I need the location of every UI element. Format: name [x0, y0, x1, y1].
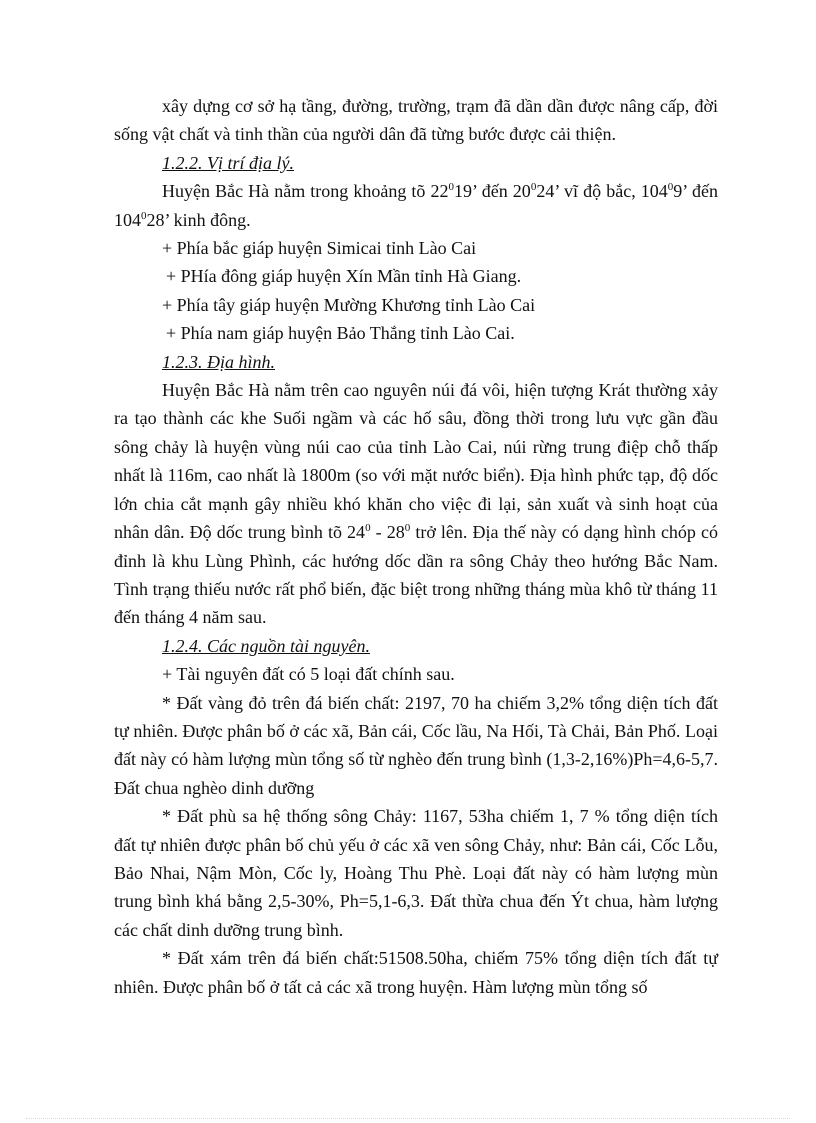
- terrain-paragraph: Huyện Bắc Hà nằm trên cao nguyên núi đá vôi, hiện tượng Krát thường xảy ra tạo thành các khe Suối ngầm và các hố sâu, đồng thời trong lưu vực gần đầu sông chảy là huyện vùng núi cao của tỉnh Lào Cai, núi rừng trung điệp chỗ thấp nhất là 116m, cao nhất là 1800m (so với mặt nước biển). Địa hình phức tạp, độ dốc lớn chia cắt mạnh gây nhiều khó khăn cho việc đi lại, sản xuất và sinh hoạt của nhân dân. Độ dốc trung bình tõ $24^0 - 28^0$ trở lên. Địa thế này có dạng hình chóp có đỉnh là khu Lùng Phình, các hướng dốc dần ra sông Chảy theo hướng Bắc Nam. Tình trạng thiếu nước rất phổ biến, đặc biệt trong những tháng mùa khô từ tháng 11 đến tháng 4 năm sau.: [114, 380, 719, 628]
- section-heading-resources: 1.2.4. Các nguồn tài nguyên.: [162, 635, 370, 656]
- footer-divider: [26, 1118, 790, 1119]
- soil-paragraph-red-yellow: * Đất vàng đỏ trên đá biến chất: 2197, 70 ha chiếm 3,2% tổng diện tích đất tự nhiên. Được phân bố ở các xã, Bản cái, Cốc lầu, Na Hối, Tà Chải, Bản Phố. Loại đất này có hàm lượng mùn tổng số từ nghèo đến trung bình (1,3-2,16%)Ph=4,6-5,7. Đất chua nghèo dinh dưỡng: [114, 692, 718, 798]
- resources-lead: + Tài nguyên đất có 5 loại đất chính sau.: [162, 664, 455, 685]
- soil-paragraph-grey: * Đất xám trên đá biến chất:51508.50ha, chiếm 75% tổng diện tích đất tự nhiên. Được phân bố ở tất cả các xã trong huyện. Hàm lượng mùn tổng số: [114, 948, 718, 997]
- soil-paragraph-alluvial: * Đất phù sa hệ thống sông Chảy: 1167, 53ha chiếm 1, 7 % tổng diện tích đất tự nhiên được phân bố chủ yếu ở các xã ven sông Chảy, như: Bản cái, Cốc Lỗu, Bảo Nhai, Nậm Mòn, Cốc ly, Hoàng Thu Phè. Loại đất này có hàm lượng mùn trung bình khá bằng 2,5-30%, Ph=5,1-6,3. Đất thừa chua đến Ýt chua, hàm lượng các chất dinh dưỡng trung bình.: [114, 806, 718, 940]
- document-page: [114, 92, 718, 1001]
- border-south: + Phía nam giáp huyện Bảo Thắng tỉnh Lào Cai.: [166, 323, 515, 344]
- section-heading-location: 1.2.2. Vị trí địa lý.: [162, 152, 294, 173]
- border-north: + Phía bắc giáp huyện Simicai tỉnh Lào Cai: [162, 238, 477, 259]
- coordinates-paragraph: Huyện Bắc Hà nằm trong khoảng tõ $22^019$’ đến $20^024$’ vĩ độ bắc, $104^09$’ đến $104^028$’ kinh đông.: [114, 181, 719, 230]
- intro-paragraph: xây dựng cơ sở hạ tầng, đường, trường, trạm đã dần dần được nâng cấp, đời sống vật chất và tinh thần của người dân đã từng bước được cải thiện.: [114, 96, 718, 145]
- border-east: + PHía đông giáp huyện Xín Mần tỉnh Hà Giang.: [166, 266, 522, 287]
- section-heading-terrain: 1.2.3. Địa hình.: [162, 351, 276, 372]
- border-west: + Phía tây giáp huyện Mường Khương tỉnh Lào Cai: [162, 294, 536, 315]
